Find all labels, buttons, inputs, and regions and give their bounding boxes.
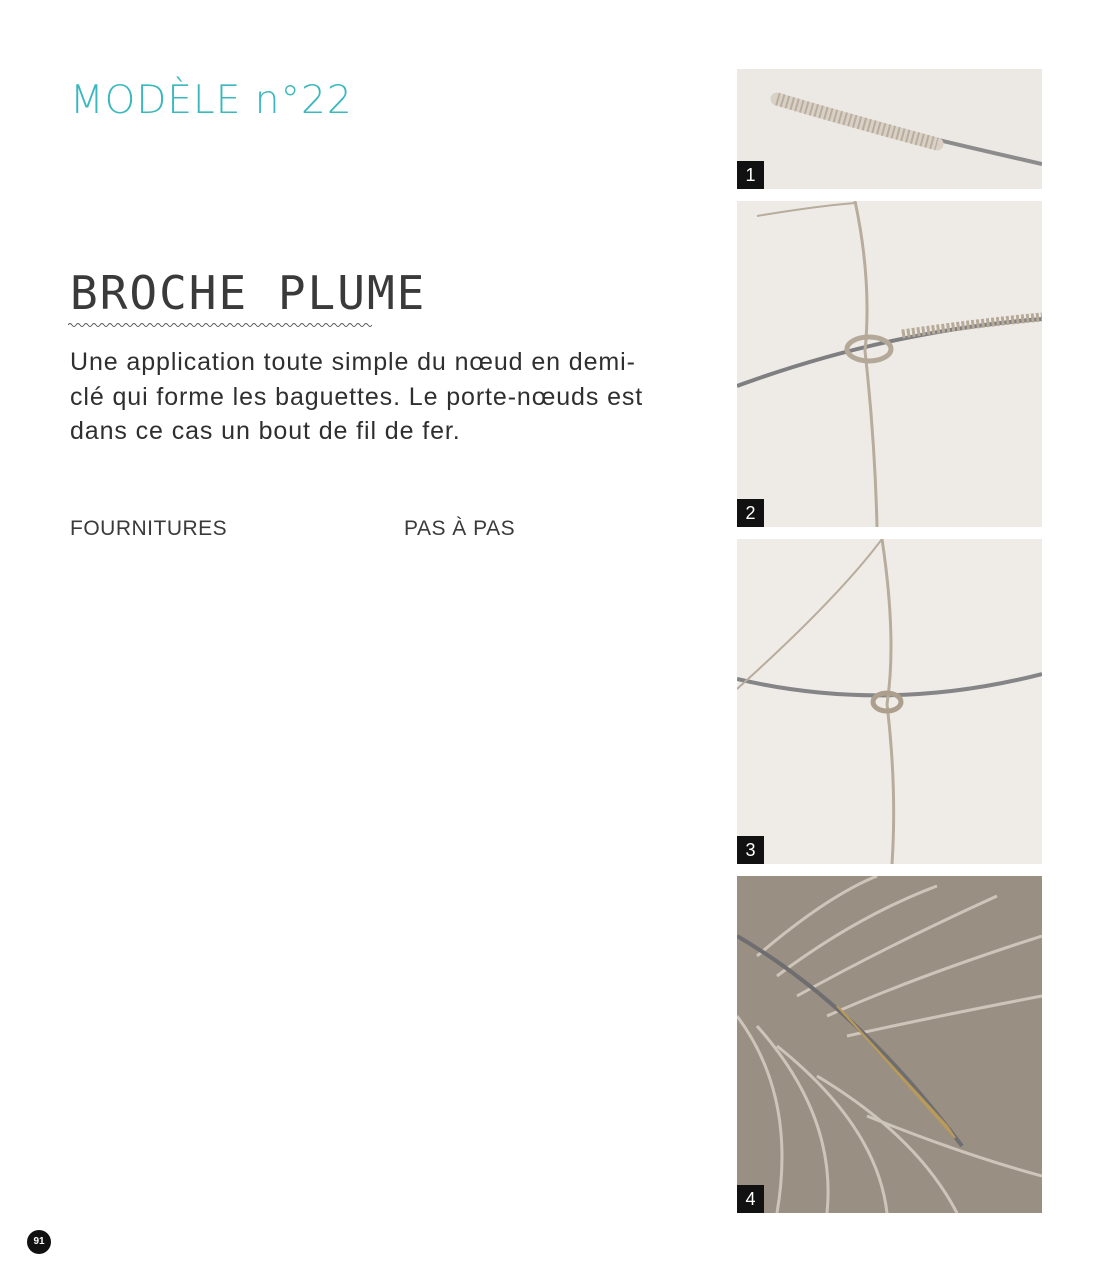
step-number-tag: 2 xyxy=(737,499,764,527)
step-number-tag: 3 xyxy=(737,836,764,864)
wavy-underline-divider xyxy=(68,320,372,330)
step-photo-1 xyxy=(737,69,1042,189)
step-number-tag: 4 xyxy=(737,1185,764,1213)
step-photo-2 xyxy=(737,201,1042,527)
step-photo-4 xyxy=(737,876,1042,1213)
model-number-heading: MODÈLE n°22 xyxy=(70,78,353,123)
step-photo-3 xyxy=(737,539,1042,864)
steps-heading: PAS À PAS xyxy=(404,517,516,540)
step-number-tag: 1 xyxy=(737,161,764,189)
knot-on-wire-photo-icon xyxy=(737,201,1042,527)
finished-feather-brooch-photo-icon xyxy=(737,876,1042,1213)
project-title: BROCHE PLUME xyxy=(70,266,427,320)
knot-tightened-photo-icon xyxy=(737,539,1042,864)
intro-paragraph: Une application toute simple du nœud en demi-clé qui forme les baguettes. Le porte-nœuds est dans ce cas un bout de fil de fer. xyxy=(70,348,644,445)
page-number-badge: 91 xyxy=(27,1230,51,1254)
wrapped-wire-photo-icon xyxy=(737,69,1042,189)
supplies-heading: FOURNITURES xyxy=(70,517,228,540)
